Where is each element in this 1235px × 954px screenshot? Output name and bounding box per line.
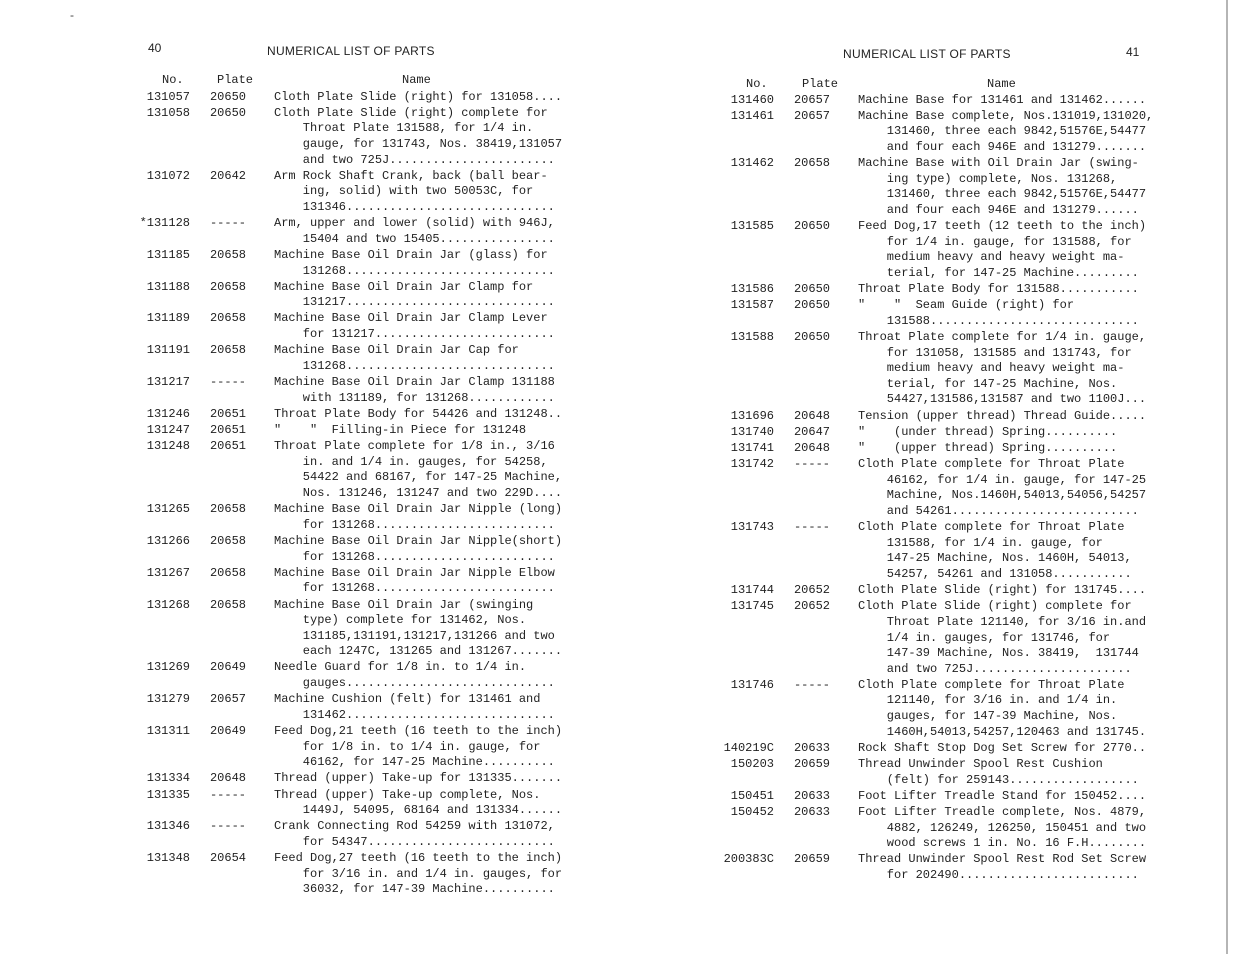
- column-header-no: No.: [162, 73, 184, 87]
- page-number: 40: [148, 41, 162, 55]
- part-name: " " Seam Guide (right) for: [858, 298, 1075, 313]
- plate-number: 20657: [209, 692, 246, 707]
- column-header-name: Name: [987, 77, 1016, 91]
- page-number: 41: [1126, 45, 1140, 59]
- plate-number: 20658: [209, 311, 246, 326]
- part-number: 131188: [146, 279, 190, 294]
- part-name: wood screws 1 in. No. 16 F.H........: [858, 836, 1147, 851]
- part-name: 1449J, 54095, 68164 and 131334......: [274, 803, 563, 818]
- plate-number: 20658: [209, 502, 246, 517]
- part-number: 131741: [730, 441, 774, 455]
- part-name: Machine Base Oil Drain Jar Nipple(short): [274, 533, 563, 548]
- part-name: gauge, for 131743, Nos. 38419,131057: [274, 136, 563, 151]
- page-title: NUMERICAL LIST OF PARTS: [267, 44, 435, 58]
- plate-number: -----: [209, 787, 246, 802]
- part-name: Machine Base Oil Drain Jar (swinging: [274, 597, 534, 612]
- part-number: 131696: [730, 408, 774, 423]
- part-name: Cloth Plate Slide (right) for 131745....: [858, 583, 1147, 598]
- column-header-plate: Plate: [217, 73, 254, 87]
- part-name: 131185,131191,131217,131266 and two: [274, 628, 555, 643]
- part-name: 131588.............................: [858, 313, 1139, 328]
- part-number: 131742: [730, 457, 774, 472]
- part-number: 131746: [730, 677, 774, 692]
- part-name: for 54347..........................: [274, 834, 555, 849]
- part-number: 131247: [146, 423, 190, 437]
- part-name: Throat Plate complete for 1/8 in., 3/16: [274, 439, 555, 454]
- part-number: 131585: [730, 219, 774, 234]
- part-name: Thread (upper) Take-up complete, Nos.: [274, 787, 541, 802]
- part-number: 131461: [730, 108, 774, 123]
- part-number: 131189: [146, 311, 190, 326]
- part-name: 131268.............................: [274, 358, 555, 373]
- part-number: 131191: [146, 343, 190, 358]
- part-name: Thread Unwinder Spool Rest Cushion: [858, 757, 1103, 772]
- plate-number: -----: [793, 520, 830, 535]
- part-name: Machine Base Oil Drain Jar Nipple (long): [274, 502, 563, 517]
- part-number: *131128: [139, 216, 190, 231]
- part-name: Cloth Plate complete for Throat Plate: [858, 677, 1125, 692]
- part-number: 131266: [146, 533, 190, 548]
- part-number: 131334: [146, 771, 190, 786]
- part-name: Tension (upper thread) Thread Guide.....: [858, 408, 1147, 423]
- plate-number: 20658: [209, 247, 246, 262]
- part-name: Cloth Plate Slide (right) complete for: [274, 105, 548, 120]
- part-name: 131346.............................: [274, 199, 555, 214]
- part-name: 46162, for 1/4 in. gauge, for 147-25: [858, 472, 1147, 487]
- part-number: 131335: [146, 787, 190, 802]
- part-name: terial, for 147-25 Machine, Nos.: [858, 376, 1118, 391]
- part-name: 54427,131586,131587 and two 1100J...: [858, 392, 1147, 407]
- part-name: with 131189, for 131268............: [274, 390, 555, 405]
- plate-number: 20651: [209, 406, 246, 421]
- part-name: Arm, upper and lower (solid) with 946J,: [274, 216, 555, 231]
- part-number: 131246: [146, 406, 190, 421]
- part-name: Throat Plate complete for 1/4 in. gauge,: [858, 330, 1147, 345]
- part-number: 131269: [146, 660, 190, 675]
- part-name: 131460, three each 9842,51576E,54477: [858, 124, 1147, 139]
- plate-number: 20650: [209, 89, 246, 104]
- part-name: 131268.............................: [274, 263, 555, 278]
- part-number: 131072: [146, 168, 190, 183]
- part-name: for 131058, 131585 and 131743, for: [858, 345, 1132, 360]
- plate-number: 20651: [209, 439, 246, 454]
- plate-number: -----: [793, 677, 830, 692]
- part-name: Machine Base Oil Drain Jar Nipple Elbow: [274, 565, 555, 580]
- part-number: 131248: [146, 439, 190, 454]
- plate-number: 20658: [209, 533, 246, 548]
- part-number: 131744: [730, 583, 774, 598]
- part-name: Needle Guard for 1/8 in. to 1/4 in.: [274, 660, 527, 675]
- part-number: 131588: [730, 330, 774, 345]
- plate-number: 20651: [209, 423, 246, 437]
- part-name: Machine Base with Oil Drain Jar (swing-: [858, 156, 1139, 171]
- part-name: Cloth Plate complete for Throat Plate: [858, 520, 1125, 535]
- part-name: 131460, three each 9842,51576E,54477: [858, 187, 1147, 202]
- part-name: " " Filling-in Piece for 131248: [274, 423, 527, 437]
- part-name: Feed Dog,21 teeth (16 teeth to the inch): [274, 724, 563, 739]
- part-name: in. and 1/4 in. gauges, for 54258,: [274, 454, 548, 469]
- part-name: Cloth Plate complete for Throat Plate: [858, 457, 1125, 472]
- part-name: ing type) complete, Nos. 131268,: [858, 171, 1118, 186]
- part-number: 131311: [146, 724, 190, 739]
- part-number: 131185: [146, 247, 190, 262]
- part-name: Throat Plate Body for 54426 and 131248..: [274, 406, 563, 421]
- part-number: 131346: [146, 819, 190, 834]
- plate-number: 20648: [793, 408, 830, 423]
- part-name: and 54261..........................: [858, 503, 1139, 518]
- part-name: 1/4 in. gauges, for 131746, for: [858, 630, 1111, 645]
- part-number: 131217: [146, 375, 190, 390]
- part-name: 54422 and 68167, for 147-25 Machine,: [274, 470, 563, 485]
- part-name: Thread Unwinder Spool Rest Rod Set Screw: [858, 852, 1147, 867]
- part-name: (felt) for 259143..................: [858, 772, 1139, 787]
- part-name: 147-25 Machine, Nos. 1460H, 54013,: [858, 551, 1132, 566]
- part-name: 54257, 54261 and 131058...........: [858, 566, 1132, 581]
- part-name: Machine Base Oil Drain Jar Cap for: [274, 343, 519, 358]
- part-number: 131267: [146, 565, 190, 580]
- part-name: type) complete for 131462, Nos.: [274, 613, 527, 628]
- part-number: 150203: [730, 757, 774, 772]
- part-number: 150451: [730, 788, 774, 803]
- page-edge: [1226, 0, 1228, 954]
- part-number: 131740: [730, 424, 774, 439]
- plate-number: 20658: [209, 343, 246, 358]
- plate-number: 20657: [793, 108, 830, 123]
- plate-number: -----: [793, 457, 830, 472]
- plate-number: 20633: [793, 740, 830, 755]
- part-name: Machine Cushion (felt) for 131461 and: [274, 692, 541, 707]
- part-name: Machine Base Oil Drain Jar Clamp 131188: [274, 375, 555, 390]
- plate-number: 20659: [793, 852, 830, 867]
- page-title: NUMERICAL LIST OF PARTS: [843, 47, 1011, 61]
- part-name: gauges, for 147-39 Machine, Nos.: [858, 709, 1118, 724]
- plate-number: 20633: [793, 788, 830, 803]
- plate-number: 20650: [793, 298, 830, 313]
- plate-number: 20648: [209, 771, 246, 786]
- part-name: " (upper thread) Spring..........: [858, 441, 1118, 455]
- part-name: Machine Base Oil Drain Jar Clamp Lever: [274, 311, 548, 326]
- part-number: 131058: [146, 105, 190, 120]
- part-number: 131057: [146, 89, 190, 104]
- part-name: Feed Dog,17 teeth (12 teeth to the inch): [858, 219, 1147, 234]
- part-name: Machine, Nos.1460H,54013,54056,54257: [858, 488, 1147, 503]
- part-name: Machine Base complete, Nos.131019,131020,: [858, 108, 1154, 123]
- part-name: ing, solid) with two 50053C, for: [274, 184, 534, 199]
- plate-number: 20659: [793, 757, 830, 772]
- part-number: 131460: [730, 92, 774, 107]
- part-name: and two 725J......................: [858, 661, 1132, 676]
- part-name: Thread (upper) Take-up for 131335.......: [274, 771, 563, 786]
- part-name: Arm Rock Shaft Crank, back (ball bear-: [274, 168, 548, 183]
- part-number: 140219C: [723, 740, 774, 755]
- plate-number: 20658: [209, 565, 246, 580]
- part-name: Cloth Plate Slide (right) for 131058....: [274, 89, 563, 104]
- part-name: and two 725J.......................: [274, 152, 555, 167]
- column-header-no: No.: [746, 77, 768, 91]
- plate-number: 20642: [209, 168, 246, 183]
- plate-number: 20649: [209, 660, 246, 675]
- part-name: Foot Lifter Treadle complete, Nos. 4879,: [858, 805, 1147, 819]
- plate-number: 20633: [793, 805, 830, 819]
- plate-number: 20658: [793, 156, 830, 171]
- part-name: Throat Plate 131588, for 1/4 in.: [274, 121, 534, 136]
- part-name: Throat Plate Body for 131588...........: [858, 282, 1139, 297]
- part-name: Crank Connecting Rod 54259 with 131072,: [274, 819, 555, 834]
- part-name: terial, for 147-25 Machine.........: [858, 265, 1139, 280]
- part-name: for 131268.........................: [274, 549, 555, 564]
- part-number: 131279: [146, 692, 190, 707]
- part-name: for 131268.........................: [274, 517, 555, 532]
- plate-number: 20648: [793, 441, 830, 455]
- part-name: Feed Dog,27 teeth (16 teeth to the inch): [274, 851, 563, 866]
- part-name: Nos. 131246, 131247 and two 229D....: [274, 485, 563, 500]
- part-number: 131743: [730, 520, 774, 535]
- part-name: Machine Base Oil Drain Jar Clamp for: [274, 279, 534, 294]
- part-name: Rock Shaft Stop Dog Set Screw for 2770..: [858, 740, 1147, 755]
- part-name: Machine Base for 131461 and 131462......: [858, 92, 1147, 107]
- plate-number: 20650: [793, 330, 830, 345]
- part-name: 36032, for 147-39 Machine..........: [274, 882, 555, 897]
- part-name: 4882, 126249, 126250, 150451 and two: [858, 820, 1147, 835]
- part-number: 131745: [730, 599, 774, 614]
- part-name: 147-39 Machine, Nos. 38419, 131744: [858, 646, 1139, 661]
- part-number: 131586: [730, 282, 774, 297]
- plate-number: 20654: [209, 851, 246, 866]
- plate-number: 20657: [793, 92, 830, 107]
- column-header-plate: Plate: [802, 77, 839, 91]
- plate-number: -----: [209, 819, 246, 834]
- part-name: 1460H,54013,54257,120463 and 131745.: [858, 724, 1147, 739]
- part-name: Foot Lifter Treadle Stand for 150452....: [858, 788, 1147, 803]
- part-name: for 202490.........................: [858, 867, 1139, 882]
- part-name: 131588, for 1/4 in. gauge, for: [858, 535, 1103, 550]
- plate-number: 20647: [793, 424, 830, 439]
- part-name: each 1247C, 131265 and 131267.......: [274, 644, 563, 659]
- part-number: 150452: [730, 805, 774, 819]
- part-name: for 131268.........................: [274, 581, 555, 596]
- part-number: 131587: [730, 298, 774, 313]
- part-name: medium heavy and heavy weight ma-: [858, 250, 1125, 265]
- part-name: 46162, for 147-25 Machine..........: [274, 755, 555, 770]
- part-name: Cloth Plate Slide (right) complete for: [858, 599, 1132, 614]
- part-number: 131348: [146, 851, 190, 866]
- part-name: for 1/8 in. to 1/4 in. gauge, for: [274, 739, 541, 754]
- part-name: and four each 946E and 131279.......: [858, 139, 1147, 154]
- part-name: 131217.............................: [274, 295, 555, 310]
- part-name: for 3/16 in. and 1/4 in. gauges, for: [274, 866, 563, 881]
- part-name: 121140, for 3/16 in. and 1/4 in.: [858, 693, 1118, 708]
- plate-number: 20658: [209, 597, 246, 612]
- part-number: 131268: [146, 597, 190, 612]
- plate-number: 20650: [793, 219, 830, 234]
- part-name: gauges.............................: [274, 676, 555, 691]
- part-name: " (under thread) Spring..........: [858, 424, 1118, 439]
- part-name: Machine Base Oil Drain Jar (glass) for: [274, 247, 548, 262]
- plate-number: -----: [209, 375, 246, 390]
- part-number: 200383C: [723, 852, 774, 867]
- plate-number: 20650: [209, 105, 246, 120]
- part-name: Throat Plate 121140, for 3/16 in.and: [858, 614, 1147, 629]
- part-number: 131265: [146, 502, 190, 517]
- plate-number: 20652: [793, 583, 830, 598]
- plate-number: 20658: [209, 279, 246, 294]
- plate-number: 20650: [793, 282, 830, 297]
- plate-number: -----: [209, 216, 246, 231]
- part-name: for 1/4 in. gauge, for 131588, for: [858, 234, 1132, 249]
- part-number: 131462: [730, 156, 774, 171]
- column-header-name: Name: [402, 73, 431, 87]
- plate-number: 20652: [793, 599, 830, 614]
- part-name: 15404 and two 15405................: [274, 231, 555, 246]
- part-name: for 131217.........................: [274, 327, 555, 342]
- corner-mark: -: [70, 8, 74, 22]
- part-name: and four each 946E and 131279......: [858, 202, 1139, 217]
- part-name: 131462.............................: [274, 707, 555, 722]
- part-name: medium heavy and heavy weight ma-: [858, 361, 1125, 376]
- plate-number: 20649: [209, 724, 246, 739]
